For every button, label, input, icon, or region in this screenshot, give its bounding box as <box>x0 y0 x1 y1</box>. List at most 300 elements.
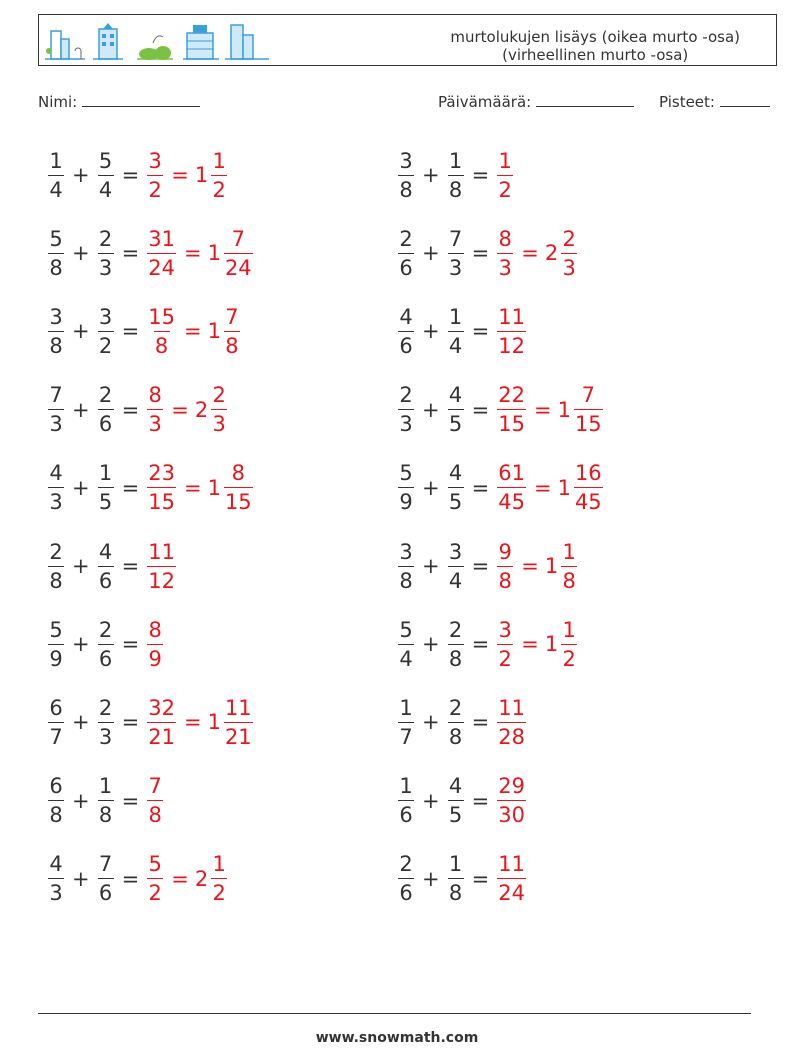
fraction <box>147 149 163 202</box>
problem-1 <box>46 140 229 210</box>
fraction <box>497 540 513 593</box>
numerator: 4 <box>49 461 63 486</box>
numerator: 3 <box>399 539 413 564</box>
numerator: 22 <box>498 383 525 408</box>
problem-20 <box>396 844 528 914</box>
answer <box>145 774 165 827</box>
city-buildings-icon <box>45 21 275 61</box>
equals-sign: = <box>121 319 140 344</box>
fraction <box>448 383 464 436</box>
fraction <box>398 305 414 358</box>
denominator: 45 <box>497 487 526 514</box>
answer <box>145 696 254 749</box>
fraction <box>48 461 64 514</box>
numerator: 11 <box>498 304 525 329</box>
numerator: 2 <box>98 617 113 642</box>
numerator: 2 <box>98 695 113 720</box>
numerator: 3 <box>448 539 463 564</box>
denominator: 8 <box>98 800 114 827</box>
numerator: 11 <box>224 695 252 720</box>
whole-part: 1 <box>544 632 559 657</box>
answer <box>145 227 254 280</box>
plus-sign: + <box>72 163 90 187</box>
numerator: 1 <box>399 774 413 799</box>
score-label: Pisteet: <box>659 93 715 111</box>
whole-part: 1 <box>557 397 571 422</box>
fraction <box>147 618 163 671</box>
fraction <box>497 461 526 514</box>
fraction <box>98 461 114 514</box>
mixed-fraction <box>224 696 253 749</box>
mixed-fraction <box>574 383 603 436</box>
fraction <box>98 149 114 202</box>
fraction <box>497 305 526 358</box>
denominator: 15 <box>574 409 603 436</box>
numerator: 2 <box>448 695 463 720</box>
denominator: 8 <box>561 566 577 593</box>
fraction <box>398 227 414 280</box>
numerator: 7 <box>581 383 595 408</box>
equals-sign: = <box>121 710 140 735</box>
numerator: 31 <box>148 226 175 251</box>
equals-sign: = <box>471 788 490 813</box>
fraction <box>497 618 513 671</box>
denominator: 3 <box>48 487 64 514</box>
fraction <box>497 852 526 905</box>
whole-part: 1 <box>207 319 221 344</box>
plus-sign: + <box>72 788 90 813</box>
problem-14 <box>396 609 579 679</box>
denominator: 6 <box>98 878 114 905</box>
numerator: 29 <box>498 774 525 799</box>
denominator: 45 <box>574 487 603 514</box>
numerator: 8 <box>148 383 162 408</box>
numerator: 23 <box>148 461 175 486</box>
numerator: 3 <box>498 617 512 642</box>
numerator: 1 <box>448 852 463 877</box>
denominator: 6 <box>398 331 414 358</box>
answer <box>145 383 229 436</box>
fraction <box>497 227 513 280</box>
denominator: 8 <box>497 566 513 593</box>
denominator: 15 <box>224 487 253 514</box>
whole-part: 1 <box>557 475 571 500</box>
fraction <box>448 618 464 671</box>
numerator: 4 <box>49 852 63 877</box>
denominator: 3 <box>147 409 163 436</box>
answer <box>145 852 229 905</box>
numerator: 1 <box>498 148 512 173</box>
plus-sign: + <box>422 241 440 266</box>
numerator: 3 <box>49 304 63 329</box>
numerator: 2 <box>49 539 63 564</box>
problem-16 <box>396 687 528 757</box>
whole-part: 2 <box>544 241 559 266</box>
equals-sign: = <box>121 788 140 813</box>
numerator: 2 <box>212 383 226 408</box>
numerator: 1 <box>448 304 463 329</box>
fraction <box>398 696 414 749</box>
numerator: 2 <box>562 226 576 251</box>
mixed-fraction <box>574 461 603 514</box>
numerator: 5 <box>49 617 63 642</box>
score-field[interactable] <box>659 92 770 111</box>
denominator: 21 <box>147 722 176 749</box>
denominator: 3 <box>98 253 114 280</box>
denominator: 8 <box>448 722 464 749</box>
answer <box>145 461 254 514</box>
numerator: 8 <box>148 617 162 642</box>
numerator: 6 <box>49 774 63 799</box>
equals-sign: = <box>533 397 552 422</box>
problem-7 <box>46 375 229 445</box>
problem-15 <box>46 687 255 757</box>
denominator: 8 <box>398 175 414 202</box>
fraction <box>147 383 163 436</box>
numerator: 5 <box>148 852 162 877</box>
plus-sign: + <box>72 632 90 657</box>
problem-6 <box>396 296 528 366</box>
numerator: 4 <box>399 304 413 329</box>
numerator: 1 <box>399 695 413 720</box>
denominator: 5 <box>448 409 464 436</box>
denominator: 12 <box>497 331 526 358</box>
fraction <box>48 149 64 202</box>
numerator: 5 <box>399 617 413 642</box>
whole-part: 1 <box>194 163 209 187</box>
fraction <box>448 852 464 905</box>
fraction <box>48 305 64 358</box>
denominator: 5 <box>98 487 114 514</box>
denominator: 24 <box>224 253 253 280</box>
denominator: 15 <box>497 409 526 436</box>
denominator: 9 <box>398 487 414 514</box>
equals-sign: = <box>533 475 552 500</box>
equals-sign: = <box>183 319 202 344</box>
numerator: 1 <box>562 617 576 642</box>
numerator: 16 <box>574 461 602 486</box>
equals-sign: = <box>521 241 539 266</box>
numerator: 11 <box>498 852 525 877</box>
denominator: 8 <box>48 800 64 827</box>
fraction <box>48 774 64 827</box>
problem-10 <box>396 453 605 523</box>
equals-sign: = <box>121 241 140 266</box>
fraction <box>147 227 176 280</box>
fraction <box>448 696 464 749</box>
denominator: 7 <box>48 722 64 749</box>
whole-part: 1 <box>544 554 559 578</box>
fraction <box>448 227 464 280</box>
footer-site: www.snowmath.com <box>315 1030 479 1046</box>
problem-12 <box>396 531 579 601</box>
fraction <box>398 618 414 671</box>
fraction <box>147 305 176 358</box>
denominator: 4 <box>48 175 64 202</box>
problem-2 <box>396 140 515 210</box>
denominator: 3 <box>398 409 414 436</box>
equals-sign: = <box>471 241 490 266</box>
plus-sign: + <box>72 710 90 735</box>
answer <box>495 383 604 436</box>
problem-13 <box>46 609 165 679</box>
numerator: 6 <box>49 695 63 720</box>
problem-8 <box>396 375 605 445</box>
mixed-fraction <box>224 305 240 358</box>
denominator: 6 <box>398 878 414 905</box>
problem-19 <box>46 844 229 914</box>
plus-sign: + <box>422 397 440 422</box>
numerator: 3 <box>148 148 162 173</box>
fraction <box>448 540 464 593</box>
numerator: 7 <box>448 226 463 251</box>
fraction <box>448 774 464 827</box>
denominator: 8 <box>448 644 464 671</box>
equals-sign: = <box>471 632 490 657</box>
numerator: 61 <box>498 461 525 486</box>
numerator: 15 <box>148 304 175 329</box>
denominator: 6 <box>398 800 414 827</box>
whole-part: 1 <box>207 475 221 500</box>
name-blank[interactable] <box>82 92 200 107</box>
denominator: 3 <box>448 253 464 280</box>
numerator: 1 <box>562 539 576 564</box>
denominator: 8 <box>48 253 64 280</box>
denominator: 15 <box>147 487 176 514</box>
date-blank[interactable] <box>536 92 634 107</box>
numerator: 7 <box>231 226 245 251</box>
denominator: 2 <box>211 878 227 905</box>
fraction <box>48 852 64 905</box>
plus-sign: + <box>72 397 90 422</box>
whole-part: 2 <box>194 397 209 422</box>
denominator: 2 <box>147 878 163 905</box>
numerator: 8 <box>231 461 245 486</box>
fraction <box>398 461 414 514</box>
answer <box>495 696 528 749</box>
denominator: 7 <box>398 722 414 749</box>
fraction <box>497 696 526 749</box>
denominator: 21 <box>224 722 253 749</box>
numerator: 8 <box>498 226 512 251</box>
plus-sign: + <box>422 163 440 187</box>
mixed-fraction <box>561 540 577 593</box>
fraction <box>398 852 414 905</box>
mixed-fraction <box>561 227 577 280</box>
denominator: 3 <box>211 409 227 436</box>
equals-sign: = <box>183 475 202 500</box>
problem-3 <box>46 218 255 288</box>
problem-17 <box>46 766 165 836</box>
fraction <box>48 383 64 436</box>
plus-sign: + <box>72 554 90 578</box>
equals-sign: = <box>183 710 202 735</box>
numerator: 1 <box>212 852 226 877</box>
numerator: 32 <box>148 695 175 720</box>
mixed-fraction <box>211 852 227 905</box>
numerator: 4 <box>448 461 463 486</box>
fraction <box>497 383 526 436</box>
plus-sign: + <box>422 710 440 735</box>
denominator: 4 <box>98 175 114 202</box>
answer <box>495 618 579 671</box>
fraction <box>98 618 114 671</box>
numerator: 4 <box>98 539 113 564</box>
denominator: 2 <box>98 331 114 358</box>
numerator: 3 <box>399 148 413 173</box>
numerator: 7 <box>225 304 239 329</box>
numerator: 5 <box>399 461 413 486</box>
denominator: 8 <box>398 566 414 593</box>
numerator: 2 <box>448 617 463 642</box>
denominator: 8 <box>448 175 464 202</box>
title-line-2: (virheellinen murto -osa) <box>502 46 689 64</box>
numerator: 2 <box>98 226 113 251</box>
fraction <box>147 774 163 827</box>
mixed-fraction <box>561 618 577 671</box>
mixed-fraction <box>224 461 253 514</box>
numerator: 11 <box>498 695 525 720</box>
denominator: 4 <box>448 331 464 358</box>
fraction <box>497 149 513 202</box>
fraction <box>448 305 464 358</box>
denominator: 3 <box>48 409 64 436</box>
footer-divider <box>38 1013 751 1014</box>
fraction <box>98 540 114 593</box>
plus-sign: + <box>422 866 440 891</box>
worksheet-header <box>38 14 777 66</box>
denominator: 6 <box>398 253 414 280</box>
numerator: 5 <box>98 148 113 173</box>
answer <box>145 305 242 358</box>
numerator: 2 <box>399 852 413 877</box>
plus-sign: + <box>422 319 440 344</box>
score-blank[interactable] <box>720 92 770 107</box>
denominator: 5 <box>448 800 464 827</box>
numerator: 5 <box>49 226 63 251</box>
denominator: 3 <box>98 722 114 749</box>
numerator: 1 <box>98 461 113 486</box>
denominator: 9 <box>48 644 64 671</box>
plus-sign: + <box>72 475 90 500</box>
equals-sign: = <box>121 554 140 578</box>
numerator: 2 <box>98 383 113 408</box>
name-field[interactable] <box>38 92 200 111</box>
denominator: 8 <box>154 331 170 358</box>
answer <box>495 852 528 905</box>
answer <box>145 618 165 671</box>
plus-sign: + <box>72 241 90 266</box>
mixed-fraction <box>224 227 253 280</box>
fraction <box>497 774 526 827</box>
fraction <box>147 540 176 593</box>
equals-sign: = <box>471 866 490 891</box>
equals-sign: = <box>121 475 140 500</box>
problem-11 <box>46 531 178 601</box>
fraction <box>48 540 64 593</box>
numerator: 4 <box>448 774 463 799</box>
plus-sign: + <box>72 319 90 344</box>
problem-9 <box>46 453 255 523</box>
name-label: Nimi: <box>38 93 78 111</box>
plus-sign: + <box>422 475 440 500</box>
fraction <box>98 227 114 280</box>
answer <box>495 149 515 202</box>
answer <box>495 461 604 514</box>
mixed-fraction <box>211 383 227 436</box>
equals-sign: = <box>521 554 539 578</box>
fraction <box>48 227 64 280</box>
equals-sign: = <box>521 632 539 657</box>
numerator: 3 <box>98 304 113 329</box>
fraction <box>98 383 114 436</box>
denominator: 9 <box>147 644 163 671</box>
denominator: 2 <box>497 644 513 671</box>
answer <box>495 227 579 280</box>
numerator: 4 <box>448 383 463 408</box>
equals-sign: = <box>471 475 490 500</box>
fraction <box>147 461 176 514</box>
numerator: 1 <box>98 774 113 799</box>
answer <box>495 540 579 593</box>
date-field[interactable] <box>438 92 634 111</box>
equals-sign: = <box>171 866 189 891</box>
numerator: 2 <box>399 226 413 251</box>
fraction <box>98 696 114 749</box>
equals-sign: = <box>121 163 140 187</box>
denominator: 24 <box>147 253 176 280</box>
equals-sign: = <box>471 397 490 422</box>
fraction <box>448 461 464 514</box>
denominator: 6 <box>98 566 114 593</box>
fraction <box>48 696 64 749</box>
denominator: 4 <box>398 644 414 671</box>
numerator: 11 <box>148 539 175 564</box>
answer <box>145 540 178 593</box>
date-label: Päivämäärä: <box>438 93 532 111</box>
equals-sign: = <box>471 319 490 344</box>
denominator: 4 <box>448 566 464 593</box>
equals-sign: = <box>171 163 189 187</box>
whole-part: 1 <box>207 241 221 266</box>
fraction <box>98 774 114 827</box>
denominator: 8 <box>147 800 163 827</box>
worksheet-title <box>450 28 740 64</box>
whole-part: 2 <box>194 866 209 891</box>
answer <box>145 149 229 202</box>
denominator: 8 <box>224 331 240 358</box>
fraction <box>98 305 114 358</box>
fraction <box>147 696 176 749</box>
denominator: 3 <box>497 253 513 280</box>
denominator: 2 <box>211 175 227 202</box>
numerator: 1 <box>49 148 63 173</box>
denominator: 3 <box>561 253 577 280</box>
denominator: 5 <box>448 487 464 514</box>
denominator: 8 <box>48 331 64 358</box>
plus-sign: + <box>72 866 90 891</box>
denominator: 28 <box>497 722 526 749</box>
fraction <box>147 852 163 905</box>
problem-5 <box>46 296 242 366</box>
numerator: 9 <box>498 539 512 564</box>
numerator: 2 <box>399 383 413 408</box>
fraction <box>398 383 414 436</box>
denominator: 12 <box>147 566 176 593</box>
equals-sign: = <box>183 241 202 266</box>
answer <box>495 774 528 827</box>
plus-sign: + <box>422 788 440 813</box>
